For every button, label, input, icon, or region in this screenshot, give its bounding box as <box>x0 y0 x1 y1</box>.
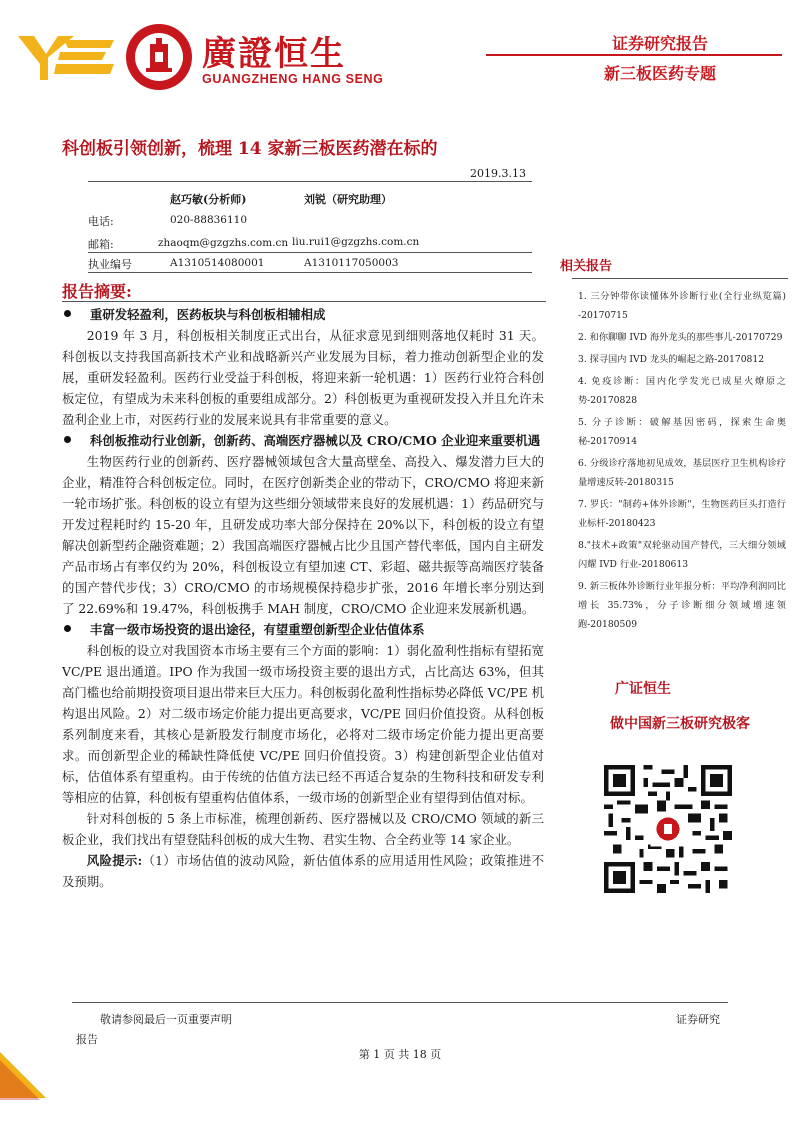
promo-brand: 广证恒生 <box>615 681 671 697</box>
title-divider <box>88 181 532 182</box>
row-divider <box>88 272 532 273</box>
related-report-item[interactable]: 6. 分级诊疗落地初见成效，基层医疗卫生机构诊疗量增速反转-20180315 <box>578 458 786 488</box>
bullet-dot-icon <box>64 310 71 317</box>
related-report-item[interactable]: 5. 分子诊断：破解基因密码，探索生命奥秘-20170914 <box>578 417 786 447</box>
summary-paragraph: 针对科创板的 5 条上市标准，梳理创新药、医疗器械以及 CRO/CMO 领域的新三板企业，我们找出有望登陆科创板的成大生物、君实生物、合全药业等 14 家企业。 <box>62 811 544 847</box>
disclaimer-note: 敬请参阅最后一页重要声明 <box>100 1013 232 1026</box>
license-label: 执业编号 <box>88 258 132 271</box>
summary-paragraph: 2019 年 3 月，科创板相关制度正式出台，从征求意见到细则落地仅耗时 31 天。科创板以支持我国高新技术产业和战略新兴产业发展为目标，着力推动创新型企业的发展，重研发轻盈利。医药行业受益于科创板，将迎来新一轮机遇：1）医药行业符合科创板定位，有望成为未来科创板的重要组成部分。2）科创板更为重视研发投入并且允许未盈利企业上市，对医药行业的发展来说具有非常重要的意义。 <box>62 328 544 427</box>
report-title: 科创板引领创新，梳理 14 家新三板医药潜在标的 <box>62 139 438 159</box>
assistant-license: A1310117050003 <box>304 257 399 269</box>
related-list <box>560 287 786 634</box>
bullet-heading: 丰富一级市场投资的退出途径，有望重塑创新型企业估值体系 <box>62 619 544 640</box>
analyst-phone: 020-88836110 <box>170 214 248 226</box>
related-report-item[interactable]: 8."技术+政策"双轮驱动国产替代，三大细分领域闪耀 IVD 行业-20180613 <box>578 540 786 570</box>
report-series: 新三板医药专题 <box>603 64 716 83</box>
assistant-name: 刘锐（研究助理） <box>304 193 392 206</box>
risk-text: （1）市场估值的波动风险，新估值体系的应用适用性风险；政策推进不及预期。 <box>62 853 544 889</box>
related-report-item[interactable]: 4. 免疫诊断：国内化学发光已成星火燎原之势-20170828 <box>578 376 786 406</box>
bullet-dot-icon <box>64 625 71 632</box>
analyst-license: A1310514080001 <box>170 257 265 269</box>
page-number: 第 1 页 共 18 页 <box>358 1048 442 1061</box>
header-divider <box>486 54 782 56</box>
related-heading: 相关报告 <box>560 259 613 274</box>
promo-slogan: 做中国新三板研究极客 <box>610 716 750 732</box>
related-report-item[interactable]: 3. 探寻国内 IVD 龙头的崛起之路-20170812 <box>578 354 765 365</box>
brand-name-cn: 廣證恒生 <box>202 34 346 74</box>
qr-code-icon[interactable] <box>604 765 732 893</box>
bullet-heading: 重研发轻盈利，医药板块与科创板相辅相成 <box>62 304 544 325</box>
summary-paragraph: 科创板的设立对我国资本市场主要有三个方面的影响：1）弱化盈利性指标有望拓宽 VC/PE 退出通道。IPO 作为我国一级市场投资主要的退出方式，占比高达 63%，但其高门槛也给前期投资项目退出带来巨大压力。科创板弱化盈利性指标势必降低 VC/PE 机构退出风险。2）对二级市场定价能力提出更高要求，VC/PE 回归价值投资。从科创板系列制度来看，其核心是新股发行制度市场化，必将对二级市场定价能力提出更高要求。而创新型企业的稀缺性降低使 VC/PE 回归价值投资。3）构建创新型企业估值对标，估值体系有望重构。由于传统的估值方法已经不再适合复杂的生物科技和研发专利等相应的估算，科创板有望重构估值体系，一级市场的创新型企业有望得到估值对标。 <box>62 643 544 805</box>
email-label: 邮箱: <box>88 238 114 251</box>
summary-heading: 报告摘要: <box>62 282 132 301</box>
row-divider <box>88 252 532 253</box>
risk-label: 风险提示: <box>86 853 143 868</box>
corner-accent-icon <box>0 1052 80 1132</box>
summary-paragraph: 生物医药行业的创新药、医疗器械领域包含大量高壁垒、高投入、爆发潜力巨大的企业，精准符合科创板定位。同时，在医疗创新类企业的带动下，CRO/CMO 将迎来新一轮市场扩张。科创板的设立有望为这些细分领域带来良好的发展机遇：1）药品研究与开发过程耗时约 15-20 年，且研发成功率大部分保持在 20%以下，科创板的设立有望解决创新型药企融资难题；2）我国高端医疗器械占比少且国产替代率低，国内自主研发产品市场占有率仅约为 20%，科创板设立有望加速 CT、彩超、磁共振等高端医疗装备的国产替代步伐；3）CRO/CMO 的市场规模保持稳步扩张，2016 年增长率分别达到了 22.69%和 19.47%，科创板携手 MAH 制度，CRO/CMO 企业迎来发展新机遇。 <box>62 454 544 616</box>
footer-report-type: 证券研究 <box>676 1013 720 1026</box>
phone-label: 电话: <box>88 215 114 228</box>
ye-logo-mark <box>18 30 114 80</box>
footer-report-suffix: 报告 <box>76 1033 98 1046</box>
bullet-heading: 科创板推动行业创新，创新药、高端医疗器械以及 CRO/CMO 企业迎来重要机遇 <box>62 430 544 451</box>
company-logo <box>18 22 384 92</box>
related-report-item[interactable]: 9. 新三板体外诊断行业年报分析：平均净利润同比增长 35.73%，分子诊断细分领域增速领跑-20180509 <box>578 581 786 630</box>
brand-name-en: GUANGZHENG HANG SENG <box>202 72 384 86</box>
related-report-item[interactable]: 2. 和你聊聊 IVD 海外龙头的那些事儿-20170729 <box>578 332 783 343</box>
analyst-name: 赵巧敏(分析师) <box>170 193 247 206</box>
report-type: 证券研究报告 <box>611 34 708 53</box>
summary-divider <box>62 301 546 302</box>
summary-body <box>62 304 544 892</box>
related-divider <box>572 278 788 279</box>
bullet-dot-icon <box>64 436 71 443</box>
seal-emblem-icon <box>126 24 192 90</box>
risk-warning <box>62 850 544 892</box>
related-report-item[interactable]: 1. 三分钟带你读懂体外诊断行业(全行业纵览篇) -20170715 <box>578 291 786 321</box>
related-reports <box>560 255 786 637</box>
analyst-email[interactable]: zhaoqm@gzgzhs.com.cn <box>158 237 289 249</box>
related-report-item[interactable]: 7. 罗氏："制药+体外诊断"，生物医药巨头打造行业标杆-20180423 <box>578 499 786 529</box>
footer-divider <box>72 1002 728 1003</box>
assistant-email[interactable]: liu.rui1@gzgzhs.com.cn <box>292 236 420 248</box>
report-date: 2019.3.13 <box>470 167 526 180</box>
